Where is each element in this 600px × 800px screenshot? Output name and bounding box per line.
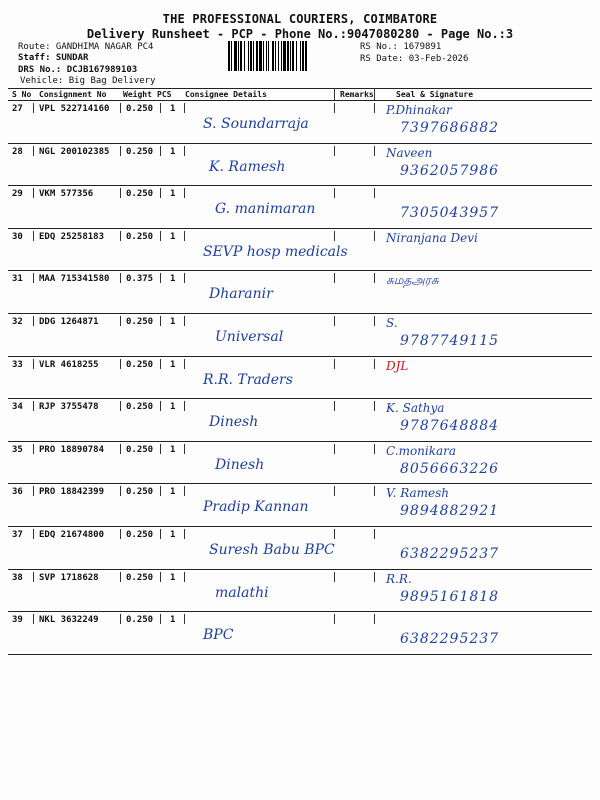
consignee-divider (334, 273, 335, 283)
consignment-divider (120, 401, 121, 411)
consignee-divider (334, 316, 335, 326)
pcs-divider (184, 401, 185, 411)
row-rule (8, 654, 592, 655)
consignee-handwriting: G. manimaran (215, 201, 316, 218)
consignee-handwriting: Dharanir (209, 286, 273, 303)
row-sno: 29 (12, 189, 23, 200)
pieces-count: 1 (170, 530, 176, 540)
pieces-count: 1 (170, 615, 176, 626)
sno-divider (33, 401, 34, 411)
weight-value: 0.250 (126, 444, 154, 455)
signature-name: C.monikara (386, 443, 457, 458)
sno-divider (33, 614, 34, 624)
weight-value: 0.250 (126, 104, 154, 114)
consignment-divider (120, 359, 121, 369)
consignee-handwriting: BPC (203, 627, 234, 644)
row-sno: 27 (12, 104, 23, 114)
table-row (8, 144, 592, 186)
consignment-number: NGL 200102385 (39, 146, 110, 157)
consignee-handwriting: Dinesh (209, 414, 259, 431)
col-sno: S No (12, 90, 32, 99)
table-row (8, 101, 592, 143)
col-pcs: PCS (157, 90, 172, 99)
pcs-divider (184, 444, 185, 454)
consignee-divider (334, 401, 335, 411)
remarks-divider (374, 103, 375, 113)
remarks-divider (374, 529, 375, 539)
consignee-handwriting: Suresh Babu BPC (209, 542, 335, 558)
row-sno: 28 (12, 146, 23, 157)
consignee-divider (334, 359, 335, 369)
weight-divider (160, 273, 161, 283)
sno-divider (33, 572, 34, 582)
col-weight: Weight (123, 90, 152, 99)
pcs-divider (184, 231, 185, 241)
table-row (8, 186, 592, 228)
remarks-divider (374, 316, 375, 326)
row-sno: 30 (12, 231, 23, 242)
sno-divider (33, 146, 34, 156)
pcs-divider (184, 273, 185, 283)
pcs-divider (184, 614, 185, 624)
weight-divider (160, 572, 161, 582)
col-seal-signature: Seal & Signature (396, 90, 474, 99)
weight-divider (160, 529, 161, 539)
sno-divider (33, 359, 34, 369)
consignee-handwriting: Pradip Kannan (203, 499, 309, 516)
consignee-handwriting: R.R. Traders (203, 371, 293, 388)
row-sno: 37 (12, 530, 23, 540)
signature-phone: 9895161818 (400, 588, 500, 605)
pieces-count: 1 (170, 572, 176, 583)
pieces-count: 1 (170, 189, 176, 200)
consignee-divider (334, 486, 335, 496)
consignee-handwriting: S. Soundarraja (203, 116, 309, 132)
sno-divider (33, 231, 34, 241)
sno-divider (33, 486, 34, 496)
sno-divider (33, 188, 34, 198)
signature-phone: 9362057986 (400, 162, 500, 179)
consignment-divider (120, 529, 121, 539)
remarks-divider (374, 273, 375, 283)
signature-phone: 6382295237 (400, 631, 500, 648)
consignee-handwriting: Universal (215, 329, 284, 345)
consignee-handwriting: SEVP hosp medicals (203, 243, 348, 260)
table-row (8, 484, 592, 526)
consignment-divider (120, 231, 121, 241)
consignment-divider (120, 614, 121, 624)
table-row (8, 442, 592, 484)
weight-divider (160, 359, 161, 369)
signature-name: R.R. (386, 571, 412, 586)
remarks-divider (374, 359, 375, 369)
row-sno: 39 (12, 615, 23, 626)
remarks-divider (374, 614, 375, 624)
consignment-divider (120, 273, 121, 283)
pcs-divider (184, 146, 185, 156)
sno-divider (33, 273, 34, 283)
pieces-count: 1 (170, 274, 176, 285)
weight-value: 0.250 (126, 615, 154, 626)
consignment-number: VLR 4618255 (39, 359, 99, 370)
signature-name: சுமதஅரசு (386, 273, 439, 288)
weight-divider (160, 401, 161, 411)
weight-value: 0.250 (126, 402, 154, 413)
consignee-handwriting: malathi (215, 584, 269, 601)
consignee-divider (334, 146, 335, 156)
table-top-rule (8, 88, 592, 89)
remarks-divider (374, 401, 375, 411)
pcs-divider (184, 103, 185, 113)
consignment-divider (120, 146, 121, 156)
pcs-divider (184, 316, 185, 326)
consignee-divider (334, 103, 335, 113)
sno-divider (33, 444, 34, 454)
consignment-number: SVP 1718628 (39, 572, 99, 583)
consignee-handwriting: K. Ramesh (209, 158, 286, 175)
weight-divider (160, 103, 161, 113)
weight-value: 0.250 (126, 572, 154, 583)
consignment-number: RJP 3755478 (39, 402, 99, 413)
pcs-divider (184, 529, 185, 539)
table-row (8, 612, 592, 654)
weight-value: 0.250 (126, 231, 154, 242)
weight-divider (160, 146, 161, 156)
table-row (8, 314, 592, 356)
weight-value: 0.250 (126, 146, 154, 157)
weight-value: 0.250 (126, 487, 154, 498)
table-row (8, 399, 592, 441)
remarks-divider (374, 444, 375, 454)
weight-value: 0.375 (126, 274, 154, 285)
weight-value: 0.250 (126, 317, 154, 327)
remarks-divider (374, 486, 375, 496)
runsheet-title: Delivery Runsheet - PCP - Phone No.:9047080280 - Page No.:3 (86, 27, 514, 41)
weight-divider (160, 316, 161, 326)
signature-name: K. Sathya (386, 401, 445, 416)
consignment-number: EDQ 21674800 (39, 530, 105, 540)
pieces-count: 1 (170, 146, 176, 157)
col-remarks: Remarks (340, 90, 374, 99)
weight-value: 0.250 (126, 359, 154, 370)
consignment-number: EDQ 25258183 (39, 231, 105, 242)
signature-phone: 7305043957 (400, 205, 500, 222)
consignment-divider (120, 188, 121, 198)
drs-number: DRS No.: DCJB167989103 (18, 65, 138, 75)
weight-divider (160, 614, 161, 624)
seal-divider (374, 88, 375, 100)
consignment-divider (120, 316, 121, 326)
pieces-count: 1 (170, 444, 176, 455)
rs-number: RS No.: 1679891 (360, 42, 442, 52)
pcs-divider (184, 572, 185, 582)
signature-phone: 6382295237 (400, 546, 500, 562)
consignment-divider (120, 103, 121, 113)
weight-value: 0.250 (126, 189, 154, 200)
consignee-divider (334, 614, 335, 624)
remarks-divider (374, 231, 375, 241)
route-label: Route: GANDHIMA NAGAR PC4 (18, 42, 154, 52)
row-sno: 36 (12, 487, 23, 498)
consignment-divider (120, 486, 121, 496)
consignment-number: MAA 715341580 (39, 274, 110, 285)
table-row (8, 570, 592, 612)
consignee-handwriting: Dinesh (215, 456, 265, 473)
remarks-divider (374, 188, 375, 198)
pieces-count: 1 (170, 317, 176, 327)
consignment-divider (120, 572, 121, 582)
pieces-count: 1 (170, 402, 176, 413)
runsheet-table (8, 88, 592, 648)
consignee-divider (334, 444, 335, 454)
remarks-divider (374, 146, 375, 156)
remarks-divider (334, 88, 335, 100)
sno-divider (33, 529, 34, 539)
rs-date: RS Date: 03-Feb-2026 (360, 54, 469, 64)
signature-phone: 9787648884 (400, 418, 500, 435)
sno-divider (33, 103, 34, 113)
table-row (8, 527, 592, 569)
consignee-divider (334, 529, 335, 539)
signature-phone: 8056663226 (400, 460, 500, 477)
table-row (8, 357, 592, 399)
barcode (228, 41, 353, 71)
pieces-count: 1 (170, 487, 176, 498)
signature-name: Niranjana Devi (386, 230, 478, 245)
pcs-divider (184, 188, 185, 198)
table-row (8, 271, 592, 313)
row-sno: 38 (12, 572, 23, 583)
consignment-divider (120, 444, 121, 454)
pieces-count: 1 (170, 104, 176, 114)
consignment-number: VPL 522714160 (39, 104, 110, 114)
consignee-divider (334, 572, 335, 582)
consignment-number: NKL 3632249 (39, 615, 99, 626)
signature-name: V. Ramesh (386, 486, 450, 501)
row-sno: 35 (12, 444, 23, 455)
consignment-number: VKM 577356 (39, 189, 94, 200)
company-title: THE PROFESSIONAL COURIERS, COIMBATORE (162, 12, 438, 26)
signature-name: P.Dhinakar (386, 103, 452, 117)
signature-name: S. (386, 316, 398, 330)
signature-phone: 9787749115 (400, 333, 500, 349)
table-row (8, 229, 592, 271)
weight-divider (160, 486, 161, 496)
row-sno: 34 (12, 402, 23, 413)
signature-name: Naveen (386, 145, 433, 160)
sno-divider (33, 316, 34, 326)
weight-value: 0.250 (126, 530, 154, 540)
signature-name: DJL (386, 358, 409, 373)
col-consignee: Consignee Details (185, 90, 267, 99)
weight-divider (160, 231, 161, 241)
consignee-divider (334, 188, 335, 198)
signature-phone: 7397686882 (400, 120, 500, 136)
remarks-divider (374, 572, 375, 582)
row-sno: 32 (12, 317, 23, 327)
col-consignment: Consignment No (39, 90, 107, 99)
signature-phone: 9894882921 (400, 503, 500, 520)
barcode-bar (305, 41, 307, 71)
consignment-number: PRO 18890784 (39, 444, 105, 455)
consignee-divider (334, 231, 335, 241)
pcs-divider (184, 486, 185, 496)
consignment-number: PRO 18842399 (39, 487, 105, 498)
pieces-count: 1 (170, 231, 176, 242)
row-sno: 31 (12, 274, 23, 285)
row-sno: 33 (12, 359, 23, 370)
weight-divider (160, 188, 161, 198)
pcs-divider (184, 359, 185, 369)
pieces-count: 1 (170, 359, 176, 370)
consignment-number: DDG 1264871 (39, 317, 99, 327)
vehicle-label: Vehicle: Big Bag Delivery (20, 76, 156, 86)
weight-divider (160, 444, 161, 454)
staff-label: Staff: SUNDAR (18, 53, 89, 63)
